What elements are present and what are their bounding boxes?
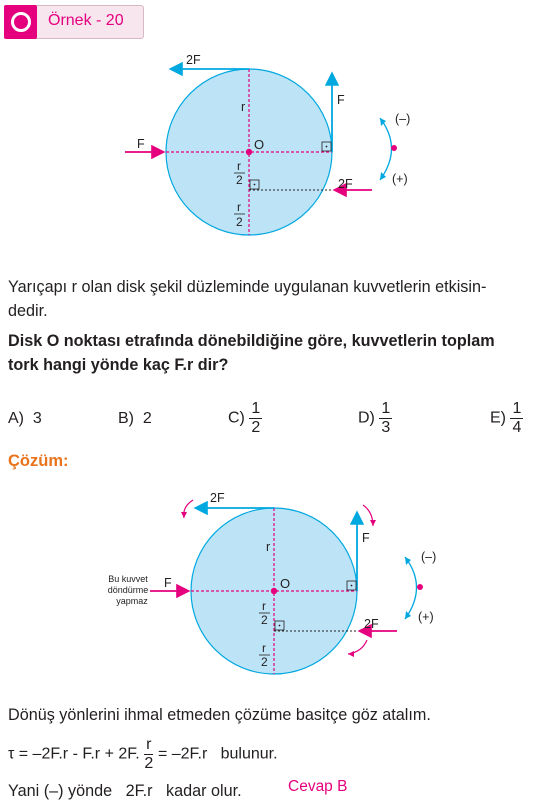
solution-line-3: Yani (–) yönde 2F.r kadar olur. xyxy=(8,782,242,800)
solution-title: Çözüm: xyxy=(8,452,69,470)
badge-label: Örnek - 20 xyxy=(48,12,124,29)
label-right-force: F xyxy=(337,93,345,107)
question-bold-1: Disk O noktası etrafında dönebildiğine göre, kuvvetlerin toplam xyxy=(8,332,495,350)
svg-text:2: 2 xyxy=(236,173,243,187)
note-line-3: yapmaz xyxy=(116,596,148,606)
svg-text:O: O xyxy=(280,576,291,591)
svg-text:r: r xyxy=(266,540,271,554)
option-c: C) $\frac{1}{2}$ xyxy=(228,400,261,436)
disk-diagram-solution xyxy=(0,485,555,690)
svg-text:2: 2 xyxy=(261,613,268,627)
question-line-2: dedir. xyxy=(8,302,48,320)
option-d: D) $\frac{1}{3}$ xyxy=(358,400,391,436)
label-bottom-force: 2F xyxy=(338,177,353,191)
badge-ring-icon xyxy=(11,12,31,32)
option-b: B) 2 xyxy=(118,410,152,427)
svg-text:F: F xyxy=(164,576,172,590)
pivot-dot xyxy=(391,145,397,151)
label-center: O xyxy=(254,137,265,152)
label-left-force: F xyxy=(137,137,145,151)
label-plus: (+) xyxy=(392,172,408,186)
solution-equation: τ = –2F.r - F.r + 2F. $\frac{r}{2}$ = –2F.r bulunur. xyxy=(8,736,278,772)
label-top-force: 2F xyxy=(186,53,201,67)
svg-text:2F: 2F xyxy=(364,617,379,631)
svg-text:2F: 2F xyxy=(210,491,225,505)
svg-text:(+): (+) xyxy=(418,610,434,624)
svg-text:F: F xyxy=(362,531,370,545)
svg-text:2: 2 xyxy=(261,655,268,669)
option-e: E) $\frac{1}{4}$ xyxy=(490,400,522,436)
rotation-arc xyxy=(380,118,392,180)
label-radius: r xyxy=(241,100,246,114)
svg-text:r: r xyxy=(262,641,266,655)
svg-text:r: r xyxy=(237,200,241,214)
answer-label: Cevap B xyxy=(288,778,348,795)
svg-text:(–): (–) xyxy=(421,550,437,564)
svg-text:r: r xyxy=(237,159,241,173)
disk-diagram-question xyxy=(0,45,555,245)
question-line-1: Yarıçapı r olan disk şekil düzleminde uygulanan kuvvetlerin etkisin- xyxy=(8,278,487,296)
note-line-2: döndürme xyxy=(107,585,149,595)
label-minus: (–) xyxy=(395,112,411,126)
center-point xyxy=(246,149,252,155)
svg-text:2: 2 xyxy=(236,215,243,229)
note-line-1: Bu kuvvet xyxy=(108,574,148,584)
solution-line-1: Dönüş yönlerini ihmal etmeden çözüme basitçe göz atalım. xyxy=(8,706,431,724)
question-bold-2: tork hangi yönde kaç F.r dir? xyxy=(8,356,229,374)
option-a: A) 3 xyxy=(8,410,42,427)
svg-text:r: r xyxy=(262,599,266,613)
